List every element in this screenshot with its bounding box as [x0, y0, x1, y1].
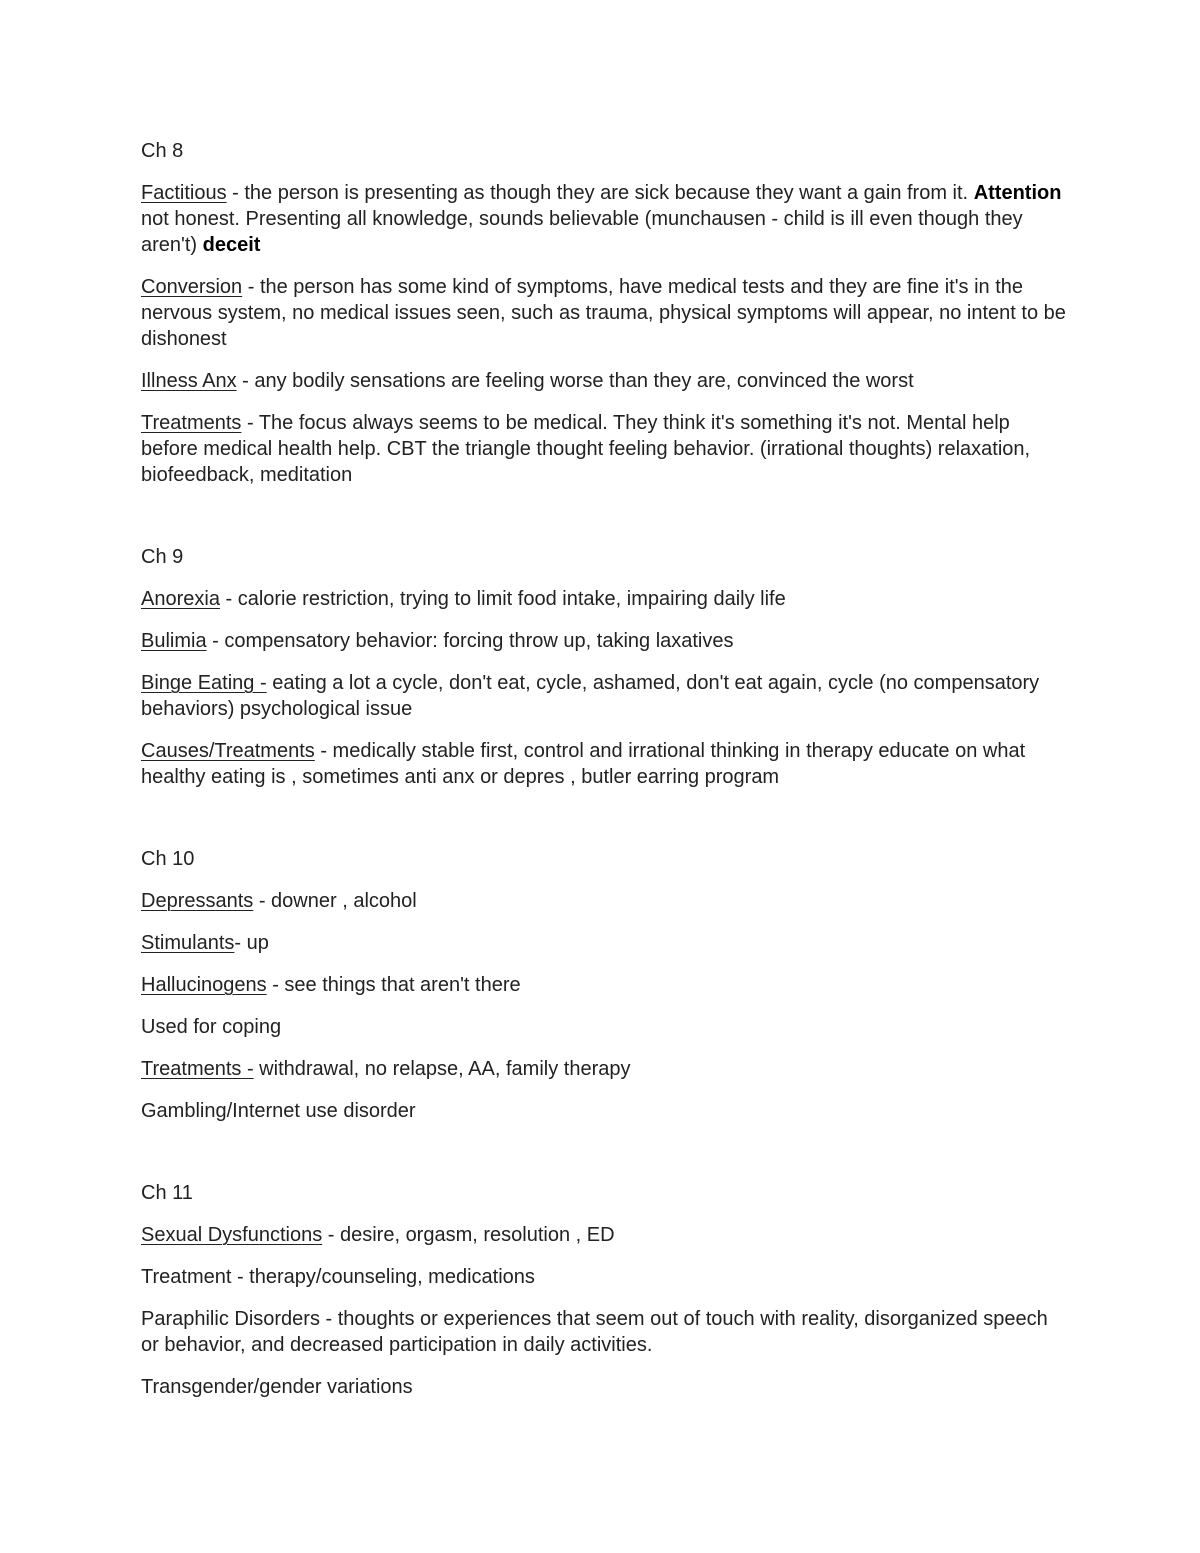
entry-causes-treatments — [141, 738, 1066, 790]
entry-text: - the person has some kind of symptoms, have medical tests and they are fine it's in the nervous system, no medical issues seen, such as trauma, physical symptoms will appear, no intent to be dishonest — [141, 276, 1066, 350]
entry-text: - the person is presenting as though they are sick because they want a gain from it. — [226, 182, 974, 204]
entry-depressants — [141, 888, 1066, 914]
entry-treatments — [141, 1056, 1066, 1082]
chapter-title: Ch 8 — [141, 140, 184, 162]
entry-text: withdrawal, no relapse, AA, family therapy — [253, 1058, 631, 1080]
entry-hallucinogens — [141, 972, 1066, 998]
entry-text: not honest. Presenting all knowledge, sounds believable (munchausen - child is ill even though they aren't) — [141, 208, 1023, 256]
term: Binge Eating - — [141, 672, 267, 694]
entry-used-for-coping: Used for coping — [141, 1016, 282, 1038]
entry-stimulants — [141, 930, 1066, 956]
term: Factitious — [141, 182, 227, 204]
term: Anorexia — [141, 588, 220, 610]
chapter-8 — [141, 138, 1066, 488]
entry-transgender: Transgender/gender variations — [141, 1376, 413, 1398]
term: Conversion — [141, 276, 243, 298]
term: Sexual Dysfunctions — [141, 1224, 323, 1246]
entry-treatments — [141, 410, 1066, 488]
entry-text: eating a lot a cycle, don't eat, cycle, ashamed, don't eat again, cycle (no compensatory behaviors) psychological issue — [141, 672, 1040, 720]
entry-text: - up — [234, 932, 269, 954]
chapter-10 — [141, 846, 1066, 1124]
chapter-9 — [141, 544, 1066, 790]
entry-text: - calorie restriction, trying to limit food intake, impairing daily life — [219, 588, 786, 610]
entry-text: - any bodily sensations are feeling worse than they are, convinced the worst — [236, 370, 914, 392]
chapter-11 — [141, 1180, 1066, 1400]
entry-illness-anx — [141, 368, 1066, 394]
term: Stimulants — [141, 932, 235, 954]
bold-term: Attention — [973, 182, 1062, 204]
term: Treatments — [141, 412, 242, 434]
entry-conversion — [141, 274, 1066, 352]
term: Hallucinogens — [141, 974, 267, 996]
entry-factitious — [141, 180, 1066, 258]
chapter-title: Ch 11 — [141, 1182, 193, 1204]
document-page — [141, 138, 1066, 1416]
term: Causes/Treatments — [141, 740, 315, 762]
entry-sexual-dysfunctions — [141, 1222, 1066, 1248]
term: Depressants — [141, 890, 254, 912]
entry-text: - medically stable first, control and irrational thinking in therapy educate on what healthy eating is , sometimes anti anx or depres , butler earring program — [141, 740, 1026, 788]
chapter-title: Ch 9 — [141, 546, 184, 568]
entry-treatment: Treatment - therapy/counseling, medications — [141, 1266, 535, 1288]
entry-anorexia — [141, 586, 1066, 612]
entry-binge-eating — [141, 670, 1066, 722]
term: Illness Anx — [141, 370, 237, 392]
entry-text: - see things that aren't there — [266, 974, 521, 996]
entry-text: - downer , alcohol — [253, 890, 417, 912]
entry-text: - compensatory behavior: forcing throw up, taking laxatives — [206, 630, 734, 652]
entry-paraphilic-disorders: Paraphilic Disorders - thoughts or experiences that seem out of touch with reality, disorganized speech or behavior, and decreased participation in daily activities. — [141, 1308, 1048, 1356]
entry-text: - The focus always seems to be medical. They think it's something it's not. Mental help before medical health help. CBT the triangle thought feeling behavior. (irrational thoughts) relaxation, biofeedback, meditation — [141, 412, 1031, 486]
term: Bulimia — [141, 630, 207, 652]
entry-text: - desire, orgasm, resolution , ED — [322, 1224, 615, 1246]
bold-term: deceit — [202, 234, 261, 256]
chapter-title: Ch 10 — [141, 848, 195, 870]
entry-gambling: Gambling/Internet use disorder — [141, 1100, 416, 1122]
entry-bulimia — [141, 628, 1066, 654]
term: Treatments - — [141, 1058, 254, 1080]
